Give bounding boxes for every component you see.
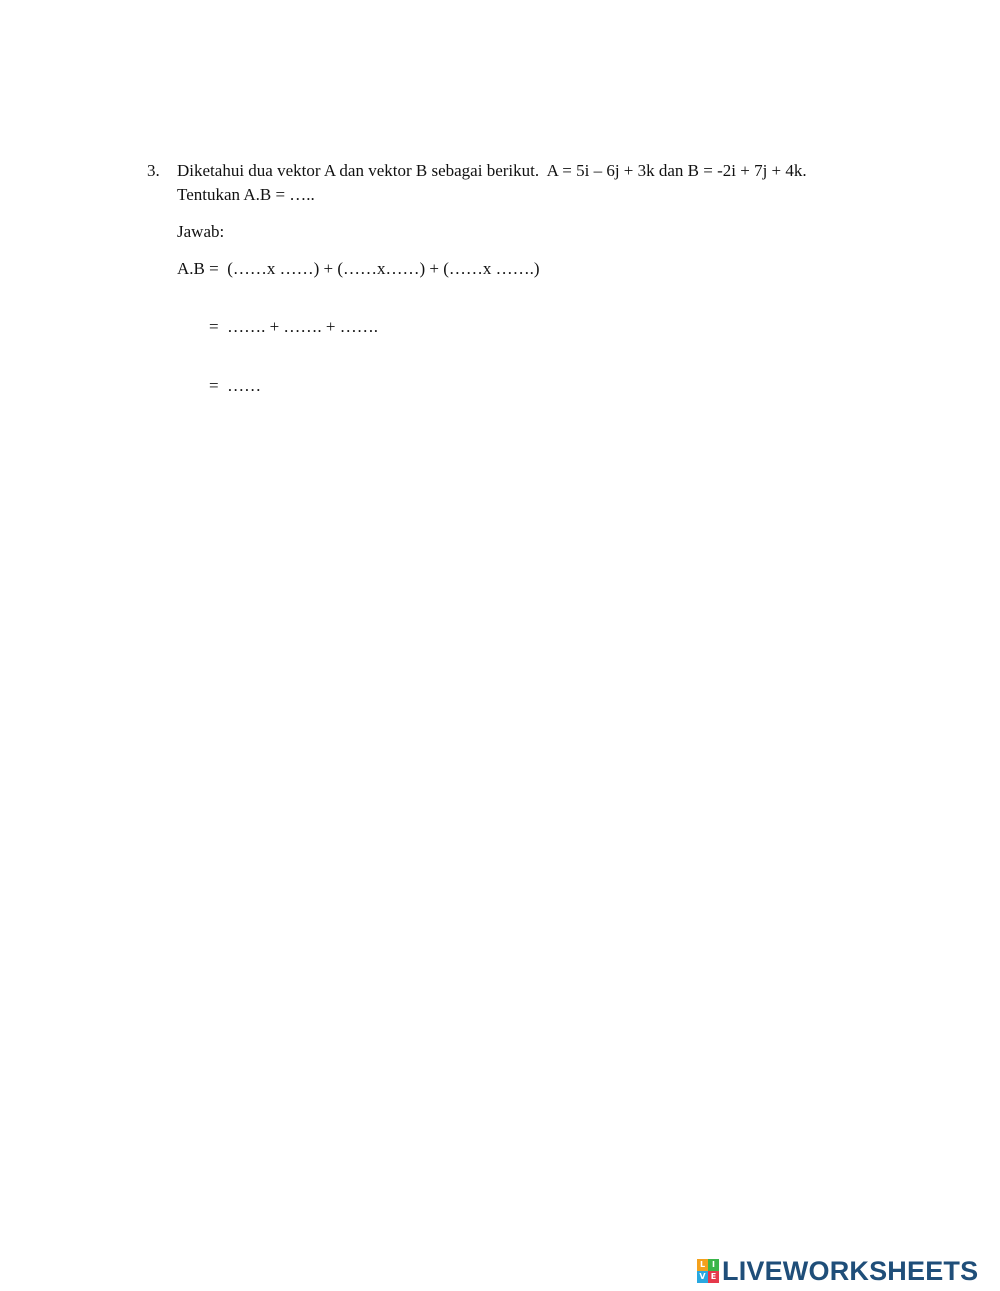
liveworksheets-logo [697, 1256, 978, 1286]
answer-step-1[interactable]: A.B = (……x ……) + (……x……) + (……x …….) [177, 259, 540, 278]
logo-mark-letter: V [697, 1271, 708, 1283]
question-text-line-1: Diketahui dua vektor A dan vektor B sebagai berikut. A = 5i – 6j + 3k dan B = -2i + 7j + 4k. [177, 161, 807, 180]
liveworksheets-logo-text: LIVEWORKSHEETS [722, 1256, 979, 1286]
logo-mark-letter: I [708, 1259, 719, 1271]
logo-mark-letter: E [708, 1271, 719, 1283]
liveworksheets-logo-icon [697, 1259, 719, 1283]
answer-step-3[interactable]: = …… [209, 376, 262, 395]
logo-mark-letter: L [697, 1259, 708, 1271]
question-number: 3. [147, 161, 160, 180]
answer-step-2[interactable]: = ……. + ……. + ……. [209, 317, 379, 336]
question-text-line-2: Tentukan A.B = ….. [177, 185, 315, 204]
answer-label: Jawab: [177, 222, 225, 241]
